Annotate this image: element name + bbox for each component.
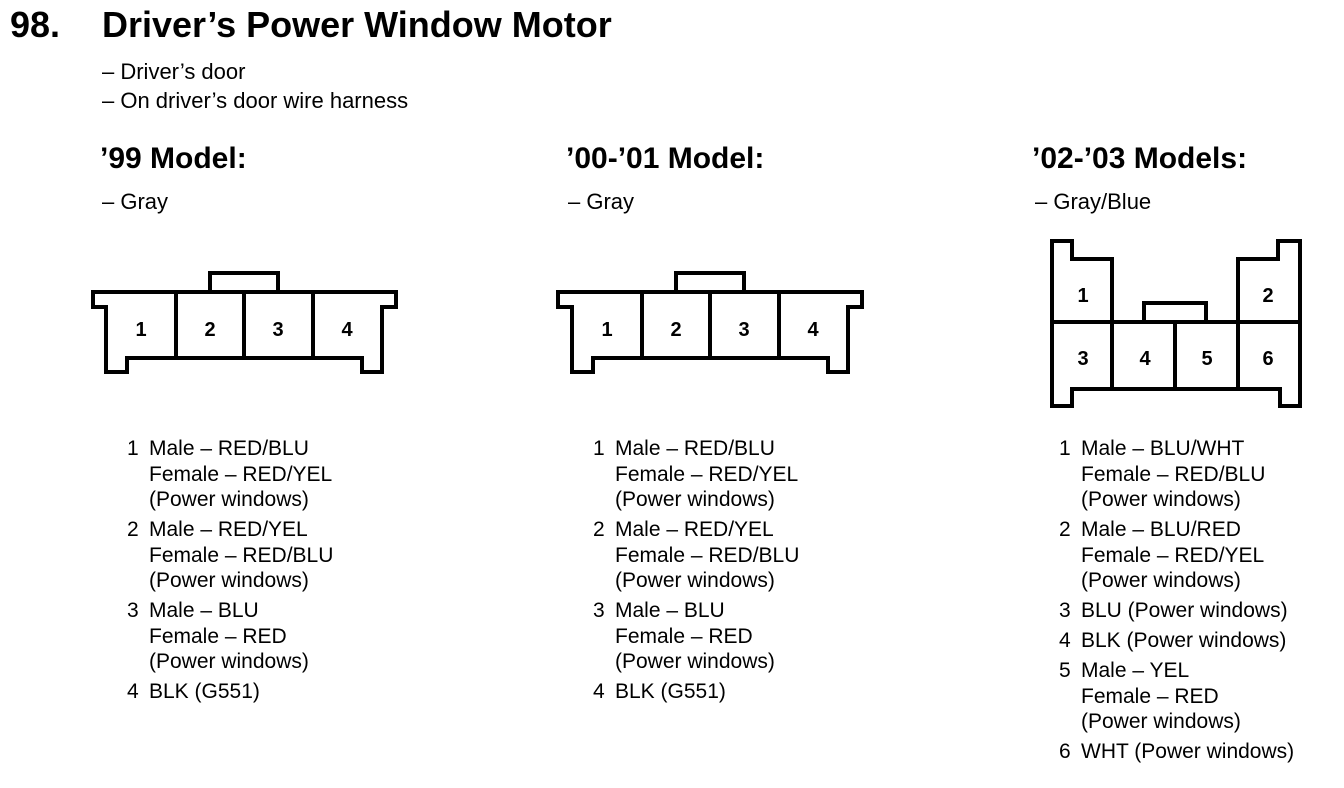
pin-desc-line: (Power windows) [149,488,309,511]
pin-number: 3 [1059,599,1071,622]
page-title: Driver’s Power Window Motor [102,4,612,45]
pin-entry [127,436,333,513]
pin-desc-line: Female – RED/YEL [149,462,333,486]
pin-desc-line: (Power windows) [1081,710,1241,733]
connector-face-02-03 [1052,241,1300,406]
pin-desc-line: Female – RED/BLU [149,543,334,567]
model-title-00-01: ’00-’01 Model: [566,142,765,175]
pin-entry [1059,628,1294,654]
pin-entry [593,436,799,513]
pin-entry [593,679,799,705]
pin-number: 3 [593,599,605,622]
cavity-label: 5 [1201,348,1213,370]
pin-desc-line: Female – RED [615,624,753,648]
cavity-label: 3 [272,319,284,341]
pin-desc-line: BLK (G551) [149,680,260,703]
cavity-label: 4 [341,319,353,341]
pin-desc-line: (Power windows) [1081,488,1241,511]
pin-desc-line: Female – RED/BLU [615,543,800,567]
cavity-label: 2 [204,319,216,341]
cavity-label: 1 [135,319,147,341]
pin-desc-line: Female – RED [149,624,287,648]
cavity-label: 2 [1262,285,1274,307]
pin-list-99 [127,436,333,705]
location-note-1: – Driver’s door [102,59,246,84]
cavity-label: 4 [807,319,819,341]
connector-color-99: – Gray [102,189,169,214]
pin-desc-line: (Power windows) [615,488,775,511]
cavity-label: 4 [1139,348,1151,370]
pin-entry [1059,436,1294,513]
pin-number: 4 [127,680,139,703]
cavity-label: 3 [738,319,750,341]
pin-number: 6 [1059,740,1071,763]
cavity-label: 1 [1077,285,1089,307]
pin-desc-line: WHT (Power windows) [1081,740,1295,763]
pin-number: 2 [593,518,605,541]
pin-entry [593,598,799,675]
pin-desc-line: (Power windows) [149,569,309,592]
pin-entry [1059,598,1294,624]
model-title-02-03: ’02-’03 Models: [1032,142,1248,175]
pin-number: 1 [1059,437,1071,460]
pin-entry [1059,517,1294,594]
pin-number: 4 [593,680,605,703]
pin-desc-line: Male – BLU [615,599,725,622]
pin-desc-line: (Power windows) [615,569,775,592]
pin-desc-line: Male – BLU [149,599,259,622]
pin-number: 2 [1059,518,1071,541]
pin-entry [127,598,333,675]
pin-desc-line: Female – RED/BLU [1081,462,1266,486]
pin-desc-line: Male – BLU/WHT [1081,437,1245,460]
pin-desc-line: Female – RED/YEL [1081,543,1265,567]
pin-desc-line: (Power windows) [1081,569,1241,592]
pin-number: 3 [127,599,139,622]
pin-entry [1059,658,1294,735]
cavity-label: 2 [670,319,682,341]
pin-desc-line: Male – RED/YEL [149,518,308,541]
cavity-label: 1 [601,319,613,341]
pin-desc-line: Male – YEL [1081,659,1190,682]
pin-entry [593,517,799,594]
pin-entry [1059,739,1294,765]
cavity-label: 3 [1077,348,1089,370]
pin-desc-line: BLU (Power windows) [1081,599,1288,622]
pin-desc-line: Male – BLU/RED [1081,518,1241,541]
pin-desc-line: BLK (Power windows) [1081,629,1287,652]
pin-desc-line: Female – RED [1081,684,1219,708]
location-note-2: – On driver’s door wire harness [102,88,409,113]
pin-number: 4 [1059,629,1071,652]
pin-entry [127,679,333,705]
pin-entry [127,517,333,594]
pin-desc-line: Female – RED/YEL [615,462,799,486]
connector-color-02-03: – Gray/Blue [1035,189,1152,214]
pin-number: 2 [127,518,139,541]
pin-number: 1 [593,437,605,460]
model-title-99: ’99 Model: [100,142,247,175]
pin-desc-line: Male – RED/BLU [149,437,309,460]
section-number: 98. [10,4,61,45]
pin-desc-line: BLK (G551) [615,680,726,703]
cavity-label: 6 [1262,348,1274,370]
connector-color-00-01: – Gray [568,189,635,214]
pin-desc-line: Male – RED/YEL [615,518,774,541]
pin-number: 5 [1059,659,1071,682]
pin-desc-line: (Power windows) [149,650,309,673]
pin-desc-line: Male – RED/BLU [615,437,775,460]
pin-desc-line: (Power windows) [615,650,775,673]
pin-list-02-03 [1059,436,1294,765]
pin-list-00-01 [593,436,799,705]
pin-number: 1 [127,437,139,460]
